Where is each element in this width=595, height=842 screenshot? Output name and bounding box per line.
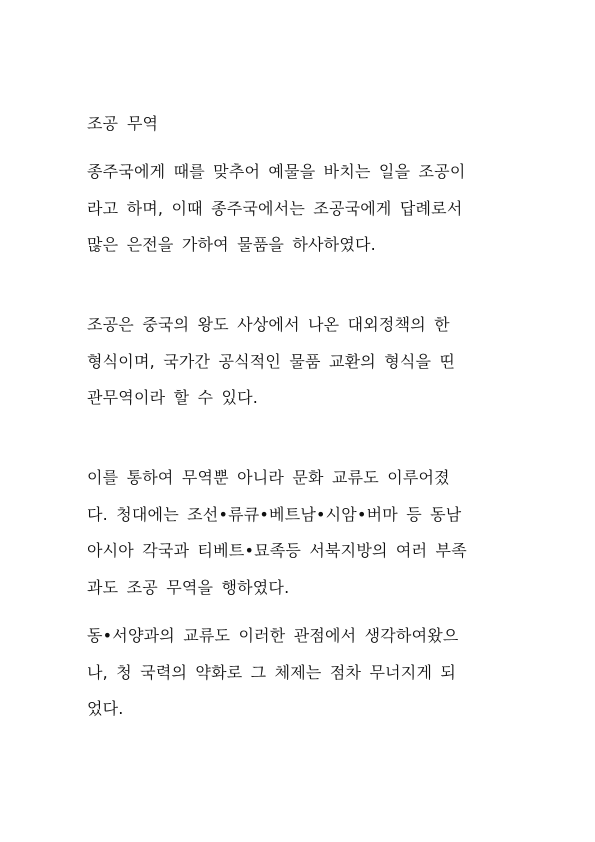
document-title: 조공 무역 <box>87 114 158 133</box>
paragraph-line: 조공은 중국의 왕도 사상에서 나온 대외정책의 한 <box>87 315 450 334</box>
paragraph-line: 라고 하며, 이때 종주국에서는 조공국에게 답례로서 <box>87 199 463 218</box>
paragraph-line: 형식이며, 국가간 공식적인 물품 교환의 형식을 띤 <box>87 352 456 371</box>
paragraph-line: 었다. <box>87 699 124 718</box>
paragraph-line: 나, 청 국력의 약화로 그 체제는 점차 무너지게 되 <box>87 663 457 682</box>
paragraph-line: 종주국에게 때를 맞추어 예물을 바치는 일을 조공이 <box>87 162 466 181</box>
paragraph-line: 많은 은전을 가하여 물품을 하사하였다. <box>87 235 376 254</box>
paragraph-line: 동•서양과의 교류도 이러한 관점에서 생각하여왔으 <box>87 626 459 645</box>
paragraph-line: 아시아 각국과 티베트•묘족등 서북지방의 여러 부족 <box>87 541 467 560</box>
paragraph-line: 관무역이라 할 수 있다. <box>87 388 259 407</box>
paragraph-line: 과도 조공 무역을 행하였다. <box>87 578 290 597</box>
paragraph-line: 이를 통하여 무역뿐 아니라 문화 교류도 이루어졌 <box>87 468 450 487</box>
paragraph-line: 다. 청대에는 조선•류큐•베트남•시암•버마 등 동남 <box>87 505 462 524</box>
